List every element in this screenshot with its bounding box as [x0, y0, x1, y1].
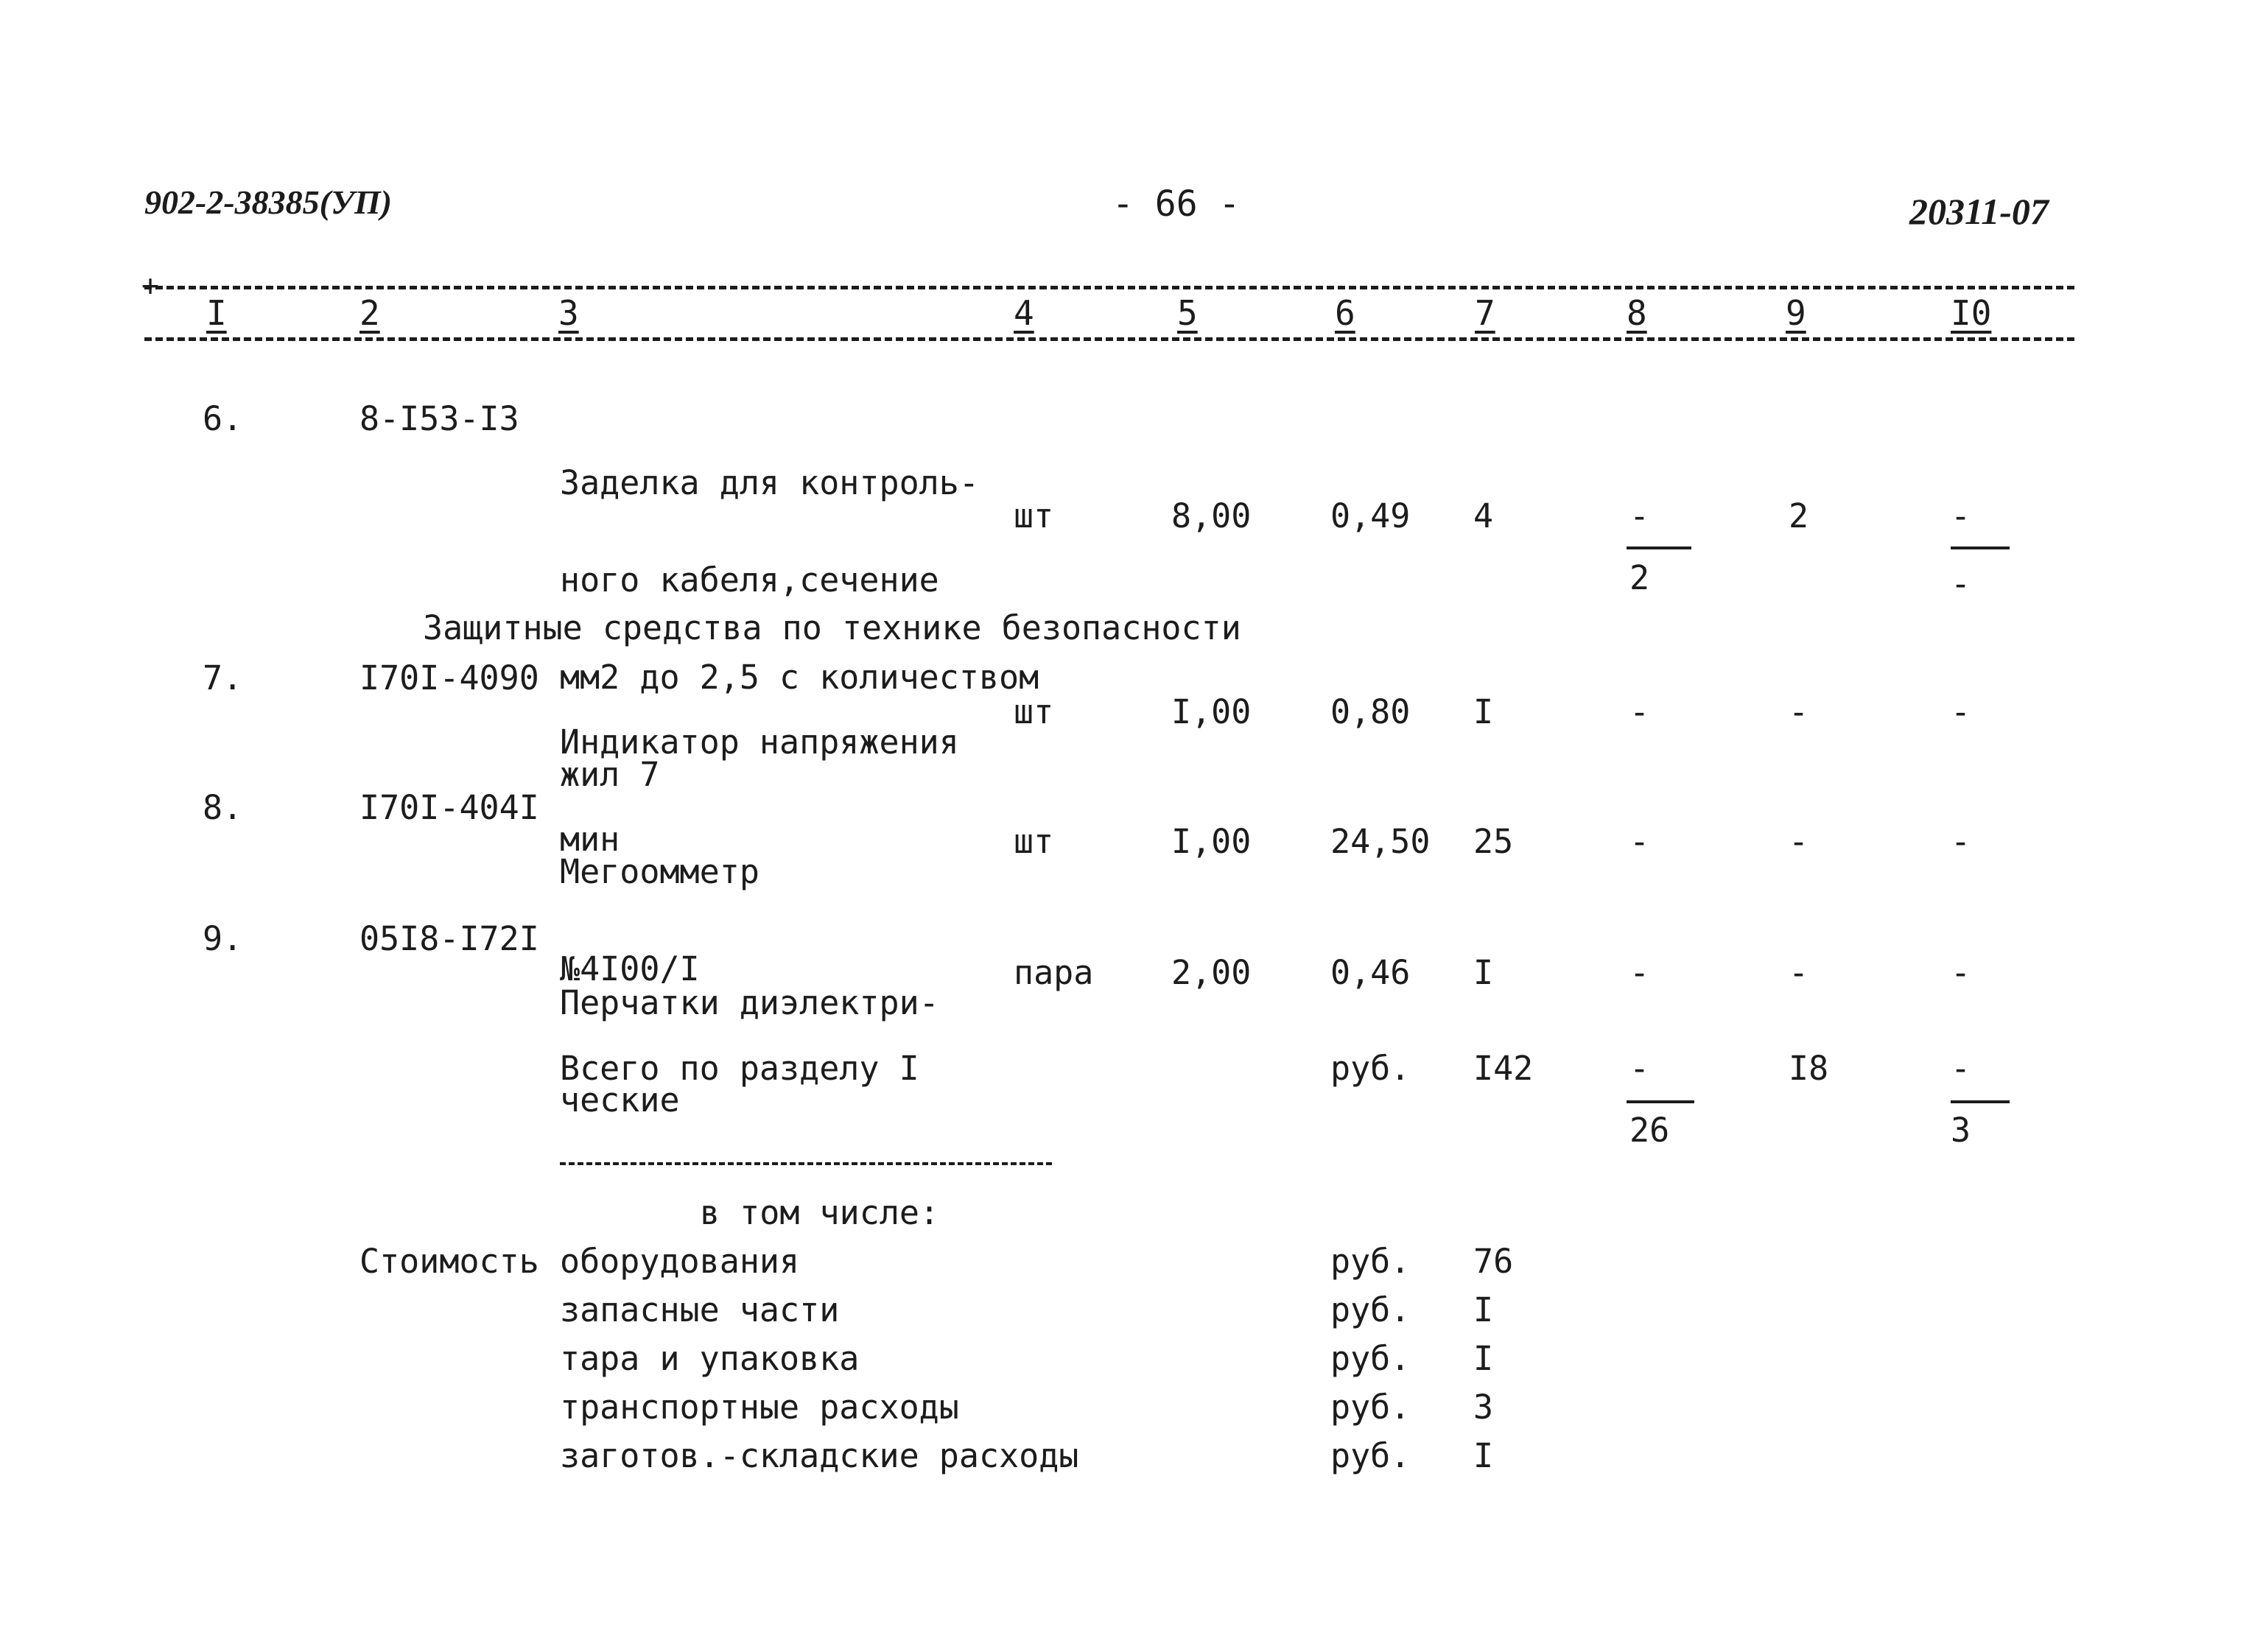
column-number-7: 7: [1475, 293, 1495, 333]
section-separator: [560, 1162, 1052, 1165]
total-value: I42: [1473, 1049, 1534, 1088]
row-name-line: Мегоомметр: [560, 852, 759, 891]
breakdown-unit: руб.: [1330, 1388, 1411, 1427]
column-number-3: 3: [558, 293, 579, 333]
row-quantity: I,00: [1171, 822, 1252, 861]
column-number-8: 8: [1627, 293, 1647, 333]
column-number-10: I0: [1951, 293, 1992, 333]
column-number-6: 6: [1335, 293, 1355, 333]
row-col8: -: [1629, 953, 1650, 992]
row-name-line: Индикатор напряжения: [560, 723, 959, 762]
row-quantity: 2,00: [1171, 953, 1252, 992]
row-total: I: [1473, 692, 1494, 731]
row-number: 9.: [203, 919, 243, 958]
total-col9: I8: [1789, 1049, 1829, 1088]
row-col10: -: [1951, 822, 1971, 861]
total-col10-numerator: -: [1951, 1049, 1971, 1088]
total-unit: руб.: [1330, 1049, 1411, 1088]
table-header-rule: [144, 337, 2074, 341]
row-col9: -: [1789, 953, 1809, 992]
breakdown-label: заготов.-складские расходы: [560, 1436, 1079, 1475]
breakdown-value: I: [1473, 1339, 1494, 1378]
row-price: 24,50: [1330, 822, 1431, 861]
row-number: 6.: [203, 399, 243, 438]
breakdown-value: 76: [1473, 1242, 1514, 1281]
breakdown-unit: руб.: [1330, 1242, 1411, 1281]
column-number-5: 5: [1177, 293, 1198, 333]
table-top-rule: [144, 286, 2074, 289]
breakdown-value: 3: [1473, 1388, 1494, 1427]
row-number: 8.: [203, 788, 243, 827]
total-col8-denominator: 26: [1629, 1111, 1670, 1150]
breakdown-unit: руб.: [1330, 1339, 1411, 1378]
row-col8: -: [1629, 822, 1650, 861]
breakdown-value: I: [1473, 1436, 1494, 1475]
row-col10: -: [1951, 692, 1971, 731]
total-col10-denominator: 3: [1951, 1111, 1971, 1150]
row-price: 0,80: [1330, 692, 1411, 731]
row-unit: шт: [1014, 692, 1054, 731]
row-total: 25: [1473, 822, 1514, 861]
row-name-line: №4I00/I: [560, 949, 700, 988]
row-col8-denominator: 2: [1629, 558, 1650, 597]
row-total: I: [1473, 953, 1494, 992]
row-price: 0,49: [1330, 496, 1411, 535]
breakdown-label: запасные части: [560, 1290, 840, 1329]
row-number: 7.: [203, 658, 243, 697]
row-col8: -: [1629, 692, 1650, 731]
row-code: I70I-404I: [359, 788, 539, 827]
column-number-9: 9: [1786, 293, 1806, 333]
row-col10: -: [1951, 953, 1971, 992]
document-code: 902-2-38385(УП): [144, 183, 393, 221]
row-name-line: мм2 до 2,5 с количеством: [560, 658, 1039, 697]
row-unit: шт: [1014, 822, 1054, 861]
row-price: 0,46: [1330, 953, 1411, 992]
row-name-line: ного кабеля,сечение: [560, 560, 939, 600]
row-name-line: Заделка для контроль-: [560, 463, 979, 502]
row-quantity: 8,00: [1171, 496, 1252, 535]
row-col8-numerator: -: [1629, 496, 1650, 535]
row-code: 8-I53-I3: [359, 399, 519, 438]
row-quantity: I,00: [1171, 692, 1252, 731]
section-heading: Защитные средства по технике безопасности: [423, 608, 1241, 647]
row-col9: -: [1789, 692, 1809, 731]
fraction-bar: [1951, 546, 2010, 549]
row-code: I70I-4090: [359, 658, 539, 697]
breakdown-prefix: Стоимость: [359, 1242, 539, 1281]
breakdown-unit: руб.: [1330, 1436, 1411, 1475]
row-total: 4: [1473, 496, 1494, 535]
row-name-line: жил 7: [560, 755, 660, 794]
row-unit: шт: [1014, 496, 1054, 535]
breakdown-unit: руб.: [1330, 1290, 1411, 1329]
breakdown-label: тара и упаковка: [560, 1339, 860, 1378]
row-name-line: мин: [560, 820, 620, 859]
row-name-line: Перчатки диэлектри-: [560, 983, 939, 1022]
including-label: в том числе:: [700, 1193, 940, 1232]
row-name-line: ческие: [560, 1080, 680, 1120]
fraction-bar: [1627, 546, 1691, 549]
fraction-bar: [1627, 1100, 1694, 1103]
row-col9: 2: [1789, 496, 1809, 535]
breakdown-label: оборудования: [560, 1242, 800, 1281]
column-number-1: I: [206, 293, 227, 333]
column-number-2: 2: [359, 293, 380, 333]
plus-mark: +: [141, 269, 160, 303]
page-number: - 66 -: [1112, 183, 1241, 225]
column-number-4: 4: [1014, 293, 1034, 333]
archive-number: 20311-07: [1909, 191, 2049, 232]
total-label: Всего по разделу I: [560, 1049, 919, 1088]
fraction-bar: [1951, 1100, 2010, 1103]
row-col10-numerator: -: [1951, 496, 1971, 535]
row-col9: -: [1789, 822, 1809, 861]
row-unit: пара: [1014, 953, 1094, 992]
row-code: 05I8-I72I: [359, 919, 539, 958]
row-col10-denominator: -: [1951, 564, 1971, 603]
total-col8-numerator: -: [1629, 1049, 1650, 1088]
breakdown-label: транспортные расходы: [560, 1388, 959, 1427]
breakdown-value: I: [1473, 1290, 1494, 1329]
